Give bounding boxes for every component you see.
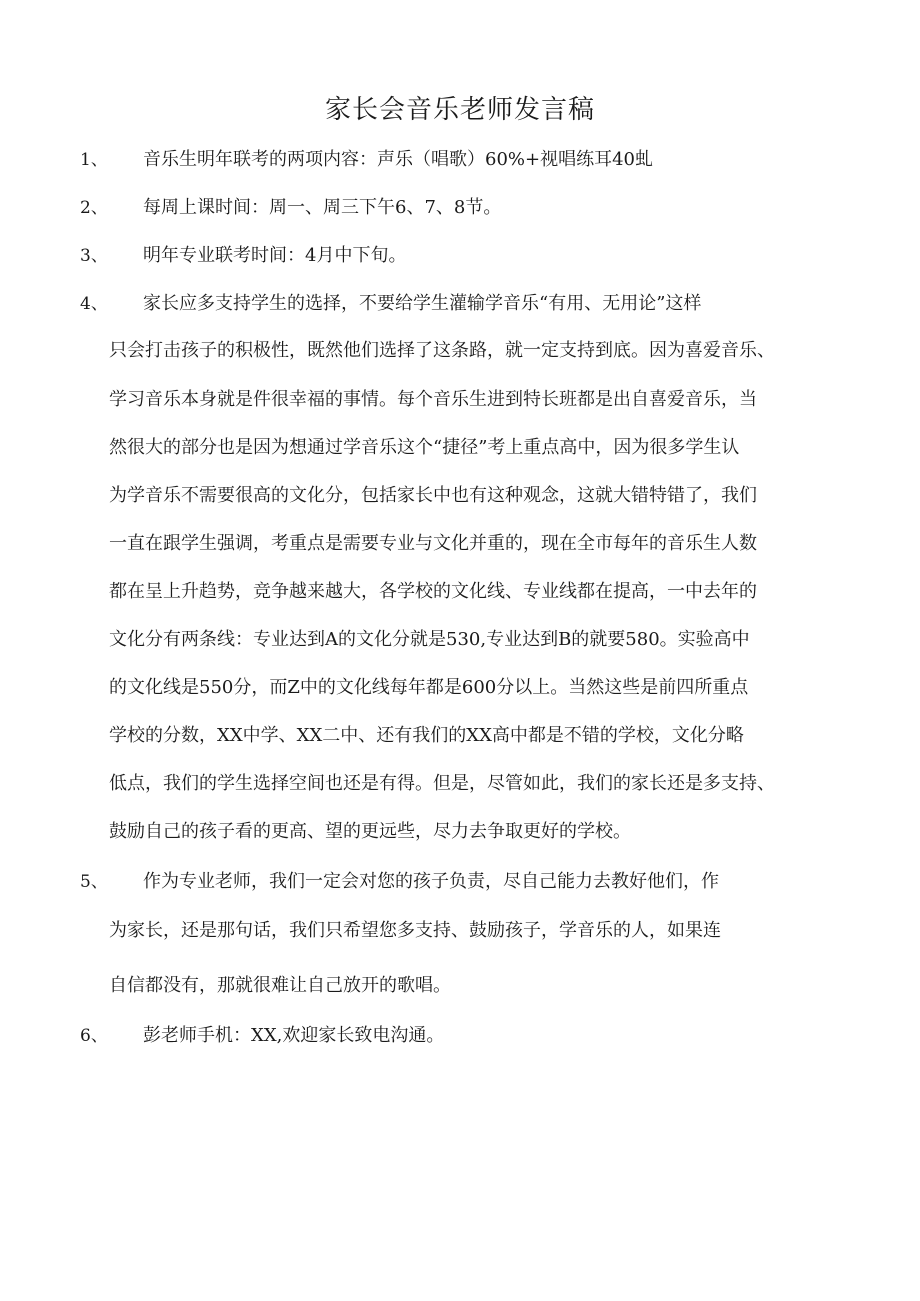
document-title: 家长会音乐老师发言稿 [324,95,595,125]
item-text-line: 作为专业老师，我们一定会对您的孩子负责，尽自己能力去教好他们，作 [143,871,719,892]
item-text-line: 学习音乐本身就是件很幸福的事情。每个音乐生进到特长班都是出自喜爱音乐，当 [109,389,757,410]
item-text-line: 为学音乐不需要很高的文化分，包括家长中也有这种观念，这就大错特错了，我们 [109,485,757,506]
item-text-line: 然很大的部分也是因为想通过学音乐这个“捷径”考上重点高中，因为很多学生认 [109,437,740,458]
item-number: 2、 [80,198,108,218]
item-text-line: 都在呈上升趋势，竞争越来越大，各学校的文化线、专业线都在提高，一中去年的 [109,581,757,602]
item-text-line: 鼓励自己的孩子看的更高、望的更远些，尽力去争取更好的学校。 [109,821,631,842]
item-number: 5、 [80,872,108,892]
item-text-line: 彭老师手机：XX,欢迎家长致电沟通。 [143,1025,445,1046]
item-text-line: 为家长，还是那句话，我们只希望您多支持、鼓励孩子，学音乐的人，如果连 [109,920,721,941]
item-text-line: 每周上课时间：周一、周三下午6、7、8节。 [143,197,502,218]
item-text-line: 一直在跟学生强调，考重点是需要专业与文化并重的，现在全市每年的音乐生人数 [109,533,757,554]
item-text-line: 学校的分数，XX中学、XX二中、还有我们的XX高中都是不错的学校，文化分略 [109,725,744,746]
item-text-line: 的文化线是550分，而Z中的文化线每年都是600分以上。当然这些是前四所重点 [109,677,749,698]
item-text-line: 只会打击孩子的积极性，既然他们选择了这条路，就一定支持到底。因为喜爱音乐、 [109,340,775,361]
item-text-line: 低点，我们的学生选择空间也还是有得。但是，尽管如此，我们的家长还是多支持、 [109,773,775,794]
item-text-line: 音乐生明年联考的两项内容：声乐（唱歌）60%+视唱练耳40虬 [143,149,653,170]
item-number: 1、 [80,150,108,170]
item-number: 6、 [80,1026,108,1046]
item-text-line: 明年专业联考时间：4月中下旬。 [143,245,407,266]
item-text-line: 自信都没有，那就很难让自己放开的歌唱。 [109,975,451,996]
item-number: 3、 [80,246,108,266]
item-text-line: 家长应多支持学生的选择，不要给学生灌输学音乐“有用、无用论”这样 [143,293,702,314]
item-number: 4、 [80,294,108,314]
item-text-line: 文化分有两条线：专业达到A的文化分就是530,专业达到B的就要580。实验高中 [109,629,750,650]
